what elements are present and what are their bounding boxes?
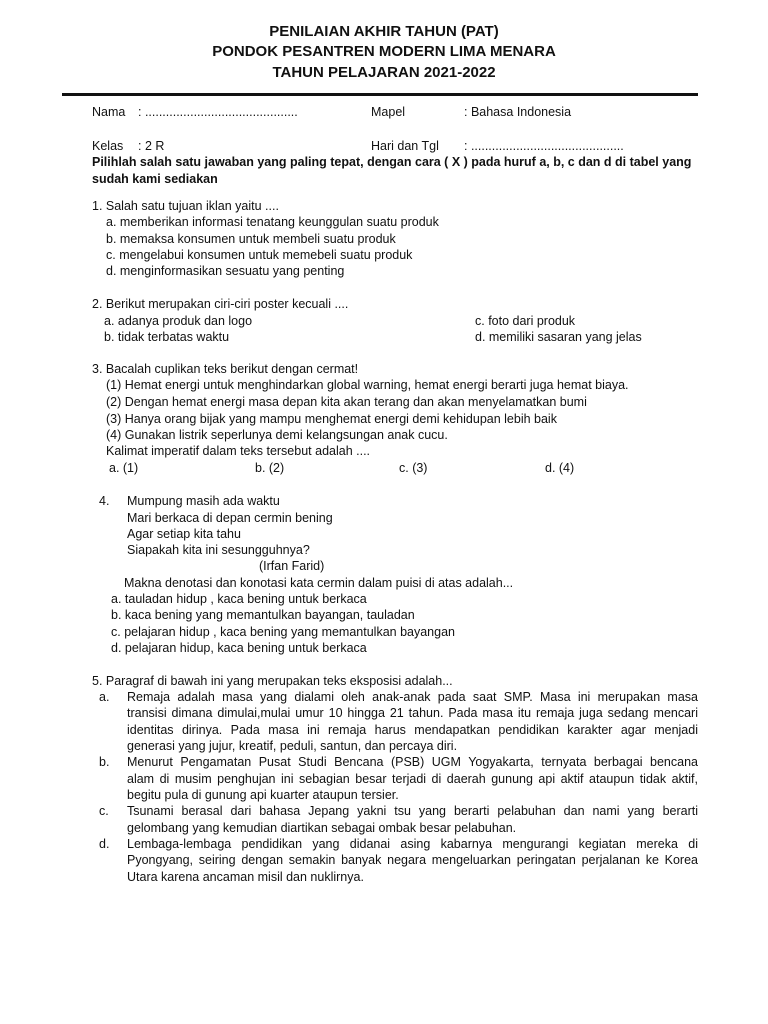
q5-option-c-line-1: Tsunami berasal dari bahasa Jepang yakni tsu yang berarti pelabuhan dan nami yang berarti [127,804,698,818]
q5-option-b-line-3: begitu pula di gunung api kuarter ataupun tersier. [127,788,399,802]
q1-option-a: a. memberikan informasi tenatang keunggulan suatu produk [106,215,439,229]
q3-sentence-4: (4) Gunakan listrik seperlunya demi kelangsungan anak cucu. [106,428,448,442]
q2-question: 2. Berikut merupakan ciri-ciri poster kecuali .... [92,297,349,311]
hari-tgl-field[interactable]: : ............................................ [464,139,624,153]
instruction-line-2: sudah kami sediakan [92,172,218,186]
q5-option-b-line-2: alam di musim penghujan ini sebagian besar terjadi di daerah gunung api aktif ataupun tidak aktif, [127,772,698,786]
academic-year: TAHUN PELAJARAN 2021-2022 [272,64,496,81]
q5-option-a-label: a. [99,690,110,704]
nama-label: Nama [92,105,126,119]
q3-question: 3. Bacalah cuplikan teks berikut dengan cermat! [92,362,359,376]
q4-poem-author: (Irfan Farid) [259,559,325,573]
q4-poem-line-1: Mumpung masih ada waktu [127,494,280,508]
q3-sentence-2: (2) Dengan hemat energi masa depan kita akan terang dan akan menyelamatkan bumi [106,395,587,409]
q5-option-d-line-1: Lembaga-lembaga pendidikan yang didanai asing kabarnya mengurangi kegiatan mereka di [127,837,698,851]
mapel-value: : Bahasa Indonesia [464,105,572,119]
q2-option-b: b. tidak terbatas waktu [104,330,230,344]
q4-number: 4. [99,494,110,508]
exam-title: PENILAIAN AKHIR TAHUN (PAT) [269,23,499,40]
q1-option-d: d. menginformasikan sesuatu yang penting [106,264,345,278]
q3-sentence-1: (1) Hemat energi untuk menghindarkan global warning, hemat energi berarti juga hemat biaya. [106,378,629,392]
school-name: PONDOK PESANTREN MODERN LIMA MENARA [212,43,556,60]
kelas-label: Kelas [92,139,124,153]
q1-option-b: b. memaksa konsumen untuk membeli suatu produk [106,232,396,246]
q5-option-a-line-3: identitas dirinya. Pada masa ini remaja harus mendapatkan pendidikan karakter agar menjadi [127,723,698,737]
q4-option-c: c. pelajaran hidup , kaca bening yang memantulkan bayangan [111,625,455,639]
q4-poem-line-4: Siapakah kita ini sesungguhnya? [127,543,310,557]
q5-question: 5. Paragraf di bawah ini yang merupakan teks eksposisi adalah... [92,674,453,688]
q3-option-a: a. (1) [109,461,139,475]
q3-option-c: c. (3) [399,461,428,475]
kelas-value: : 2 R [138,139,165,153]
q4-question: Makna denotasi dan konotasi kata cermin dalam puisi di atas adalah... [124,576,514,590]
q3-option-b: b. (2) [255,461,285,475]
q5-option-c-label: c. [99,804,109,818]
q5-option-d-line-3: Utara karena ancaman misil dan nuklirnya. [127,870,364,884]
q5-option-d-label: d. [99,837,110,851]
q5-option-a-line-2: transisi dimana dimulai,mulai umur 10 hingga 21 tahun. Pada masa itu remaja juga sedang mencari [127,706,698,720]
q1-question: 1. Salah satu tujuan iklan yaitu .... [92,199,279,213]
q3-option-d: d. (4) [545,461,575,475]
q3-prompt: Kalimat imperatif dalam teks tersebut adalah .... [106,444,371,458]
hari-tgl-label: Hari dan Tgl [371,139,439,153]
q1-option-c: c. mengelabui konsumen untuk memebeli suatu produk [106,248,413,262]
q5-option-b-line-1: Menurut Pengamatan Pusat Studi Bencana (PSB) UGM Yogyakarta, ternyata berbagai bencana [127,755,698,769]
q5-option-c-line-2: gelombang yang kemudian diartikan sebagai ombak besar pelabuhan. [127,821,517,835]
mapel-label: Mapel [371,105,406,119]
q4-poem-line-3: Agar setiap kita tahu [127,527,241,541]
q5-option-a-line-4: generasi yang jujur, kreatif, peduli, santun, dan percaya diri. [127,739,458,753]
q5-option-d-line-2: Pyongyang, seiring dengan semakin banyak negara mengeluarkan peringatan perjalanan ke Korea [127,853,698,867]
q4-poem-line-2: Mari berkaca di depan cermin bening [127,511,333,525]
instruction-line-1: Pilihlah salah satu jawaban yang paling tepat, dengan cara ( X ) pada huruf a, b, c dan d di tabel yang [92,155,692,169]
q2-option-c: c. foto dari produk [475,314,576,328]
nama-field[interactable]: : ............................................ [138,105,298,119]
q4-option-b: b. kaca bening yang memantulkan bayangan, tauladan [111,608,415,622]
q4-option-d: d. pelajaran hidup, kaca bening untuk berkaca [111,641,367,655]
q2-option-a: a. adanya produk dan logo [104,314,253,328]
q2-option-d: d. memiliki sasaran yang jelas [475,330,642,344]
q3-sentence-3: (3) Hanya orang bijak yang mampu menghemat energi demi kehidupan lebih baik [106,412,557,426]
q5-option-a-line-1: Remaja adalah masa yang dialami oleh anak-anak pada saat SMP. Masa ini merupakan masa [127,690,698,704]
q4-option-a: a. tauladan hidup , kaca bening untuk berkaca [111,592,367,606]
header-divider [62,93,698,96]
q5-option-b-label: b. [99,755,110,769]
